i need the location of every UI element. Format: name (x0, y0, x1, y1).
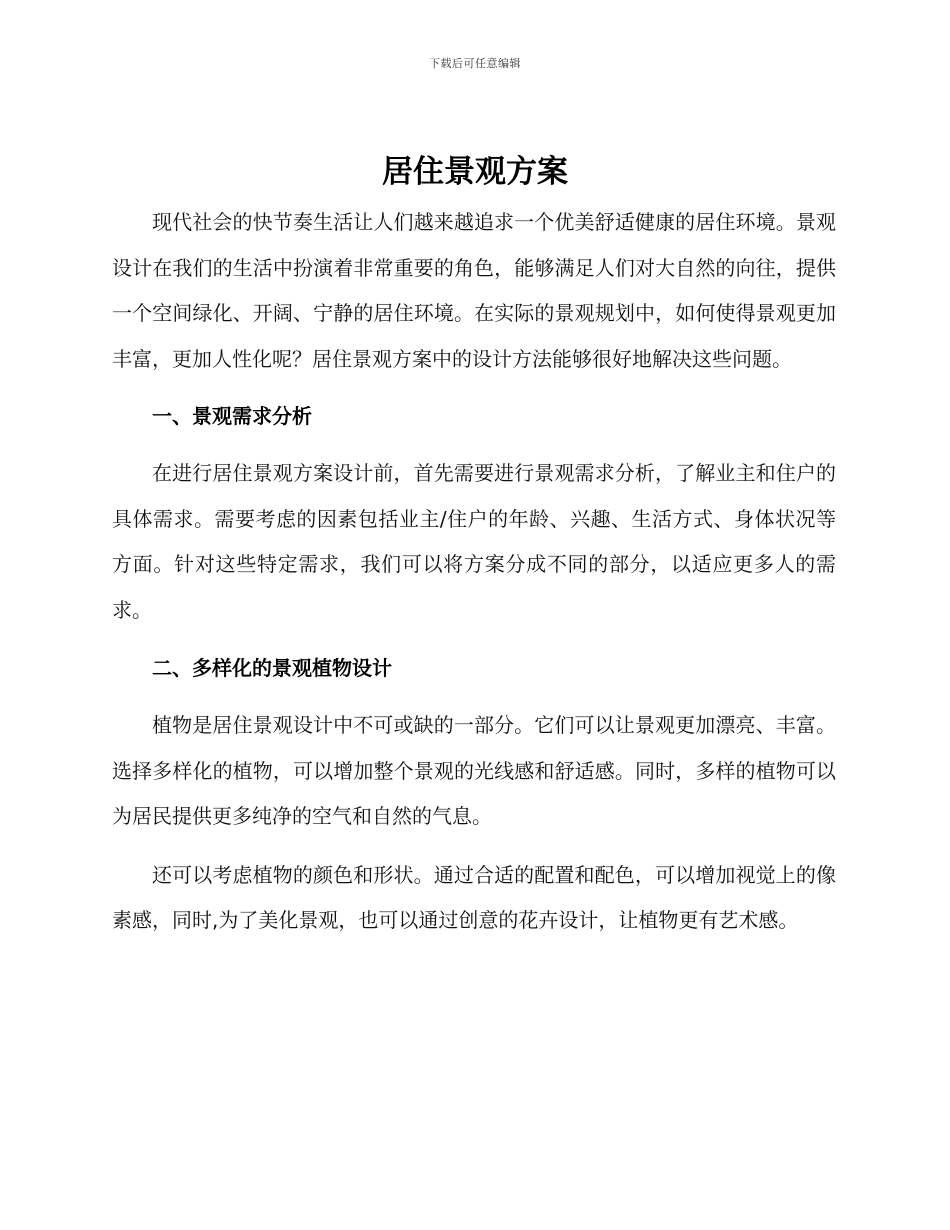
spacer (112, 382, 836, 394)
intro-paragraph: 现代社会的快节奏生活让人们越来越追求一个优美舒适健康的居住环境。景观设计在我们的生活中扮演着非常重要的角色，能够满足人们对大自然的向往，提供一个空间绿化、开阔、宁静的居住环境。在实际的景观规划中，如何使得景观更加丰富，更加人性化呢？居住景观方案中的设计方法能够很好地解决这些问题。 (112, 210, 836, 371)
document-title: 居住景观方案 (382, 154, 568, 190)
section-demand-analysis (112, 394, 836, 633)
header-note: 下载后可任意编辑 (429, 57, 521, 70)
spacer (112, 633, 836, 646)
section-plant-design (112, 646, 836, 944)
section-paragraph: 植物是居住景观设计中不可或缺的一部分。它们可以让景观更加漂亮、丰富。选择多样化的植物，可以增加整个景观的光线感和舒适感。同时，多样的植物可以为居民提供更多纯净的空气和自然的气息。 (112, 713, 836, 828)
section-heading: 二、多样化的景观植物设计 (152, 656, 392, 680)
spacer (112, 840, 836, 853)
section-heading: 一、景观需求分析 (152, 404, 312, 428)
spacer (112, 691, 836, 703)
section-paragraph: 还可以考虑植物的颜色和形状。通过合适的配置和配色，可以增加视觉上的像素感，同时,为了美化景观，也可以通过创意的花卉设计，让植物更有艺术感。 (112, 862, 836, 932)
spacer (112, 439, 836, 451)
document-body (112, 200, 836, 944)
section-paragraph: 在进行居住景观方案设计前，首先需要进行景观需求分析，了解业主和住户的具体需求。需要考虑的因素包括业主/住户的年龄、兴趣、生活方式、身体状况等方面。针对这些特定需求，我们可以将方案分成不同的部分，以适应更多人的需求。 (112, 461, 836, 622)
